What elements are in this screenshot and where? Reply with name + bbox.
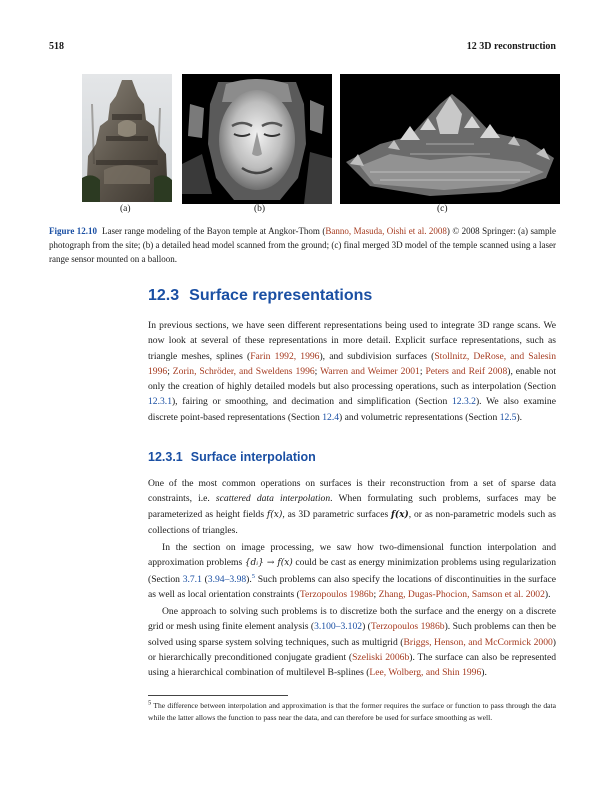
body-paragraph: One of the most common operations on surfaces is their reconstruction from a set of sparse data constraints, i.e. scattered data interpolation. When formulating such problems, surfaces may be parameterized as height fields f(x), as 3D parametric surfaces f(x), or as non-parametric models such as collections of triangles. [148,478,557,536]
intro-paragraph: In previous sections, we have seen different representations being used to integrate 3D range scans. We now look at several of these representations in more detail. Explicit surface representations, such as triangle meshes, splines (Farin 1992, 1996), and subdivision surfaces (Stollnitz, DeRose, and Salesin 1996; Zorin, Schröder, and Sweldens 1996; Warren and Weimer 2001; Peters and Reif 2008), enable not only the creation of highly detailed models but also processing operations, such as interpolation (Section 12.3.1), fairing or smoothing, and decimation and simplification (Section 12.3.2). We also examine discrete point-based representations (Section 12.4) and volumetric representations (Section 12.5). [148,320,556,423]
citation-link[interactable]: Briggs, Henson, and McCormick 2000 [403,636,553,648]
citation-link[interactable]: Zorin, Schröder, and Sweldens 1996 [172,365,315,377]
section-heading [148,287,556,305]
running-head [49,41,556,55]
citation-link[interactable]: Banno, Masuda, Oishi et al. 2008 [325,226,447,236]
equation-link[interactable]: 3.94–3.98 [207,573,247,585]
body-paragraph: In the section on image processing, we saw how two-dimensional function interpolation and approximation problems {dᵢ} → f(x) could be cast as energy minimization problems using regularization (Section 3.7.1 (3.94–3.98).$^5$ Such problems can also specify the locations of discontinuities in the surface as well as local orientation constraints (Terzopoulos 1986b; Zhang, Dugas-Phocion, Samson et al. 2002). [148,542,557,600]
temple-photograph [82,74,172,202]
sublabel-a: (a) [120,204,131,214]
section-link[interactable]: 12.3.1 [148,396,172,408]
section-link[interactable]: 3.7.1 [182,573,202,585]
emphasis: scattered data interpolation [215,493,331,505]
section-number: 12.3 [148,287,180,304]
subsection-number: 12.3.1 [148,450,183,464]
citation-link[interactable]: Lee, Wolberg, and Shin 1996 [369,667,482,679]
footnote-rule [148,695,288,696]
sublabel-c: (c) [437,204,448,214]
citation-link[interactable]: Terzopoulos 1986b [299,588,374,600]
citation-link[interactable]: Warren and Weimer 2001 [320,365,420,377]
citation-link[interactable]: Szeliski 2006b [352,651,410,663]
footnote-number: 5 [148,699,152,707]
section-link[interactable]: 12.4 [322,411,340,423]
math-fx: f(x) [266,509,283,520]
caption-text: Laser range modeling of the Bayon temple at Angkor-Thom ( [102,226,326,236]
caption-text: ) © 2008 Springer: (a) sample photograph from the site; (b) a detailed head model scanned from the ground; (c) final merged 3D model of the temple scanned using a laser range sensor mounted on a balloon. [49,226,556,264]
footnote-marker[interactable]: 5 [251,572,255,580]
footnote [148,700,556,723]
citation-link[interactable]: Peters and Reif 2008 [425,365,508,377]
footnote-text: The difference between interpolation and approximation is that the former requires the surface or function to pass through the data while the latter allows the function to pass near the data, and can therefore be used for surface smoothing as well. [148,701,556,722]
subsection-title: Surface interpolation [190,450,316,464]
figure-caption [49,224,556,266]
figure-number: Figure 12.10 [49,226,98,236]
citation-link[interactable]: Stollnitz, DeRose, and Salesin 1996 [148,350,556,377]
math-fx-bold: f(x) [391,509,409,520]
page-number: 518 [49,41,64,52]
section-link[interactable]: 12.5 [499,411,517,423]
figure-12-10 [82,74,560,204]
head-scan-model [182,74,332,204]
section-title: Surface representations [189,287,373,304]
sublabel-b: (b) [254,204,266,214]
merged-3d-model [340,74,560,204]
body-paragraph: One approach to solving such problems is to discretize both the surface and the energy on a discrete grid or mesh using finite element analysis (3.100–3.102) (Terzopoulos 1986b). Such problems can then be solved using sparse system solving techniques, such as multigrid (Briggs, Henson, and McCormick 2000) or hierarchically preconditioned conjugate gradient (Szeliski 2006b). The surface can also be represented using a hierarchical combination of multilevel B-splines (Lee, Wolberg, and Shin 1996). [148,606,556,679]
equation-link[interactable]: 3.100–3.102 [314,621,363,633]
subsection-heading [148,450,556,464]
section-link[interactable]: 12.3.2 [451,396,476,408]
chapter-title: 12 3D reconstruction [466,41,556,52]
citation-link[interactable]: Terzopoulos 1986b [370,621,445,633]
math-mapping: {dᵢ} → f(x) [244,558,293,569]
citation-link[interactable]: Zhang, Dugas-Phocion, Samson et al. 2002 [378,588,545,600]
citation-link[interactable]: Farin 1992, 1996 [250,350,320,362]
